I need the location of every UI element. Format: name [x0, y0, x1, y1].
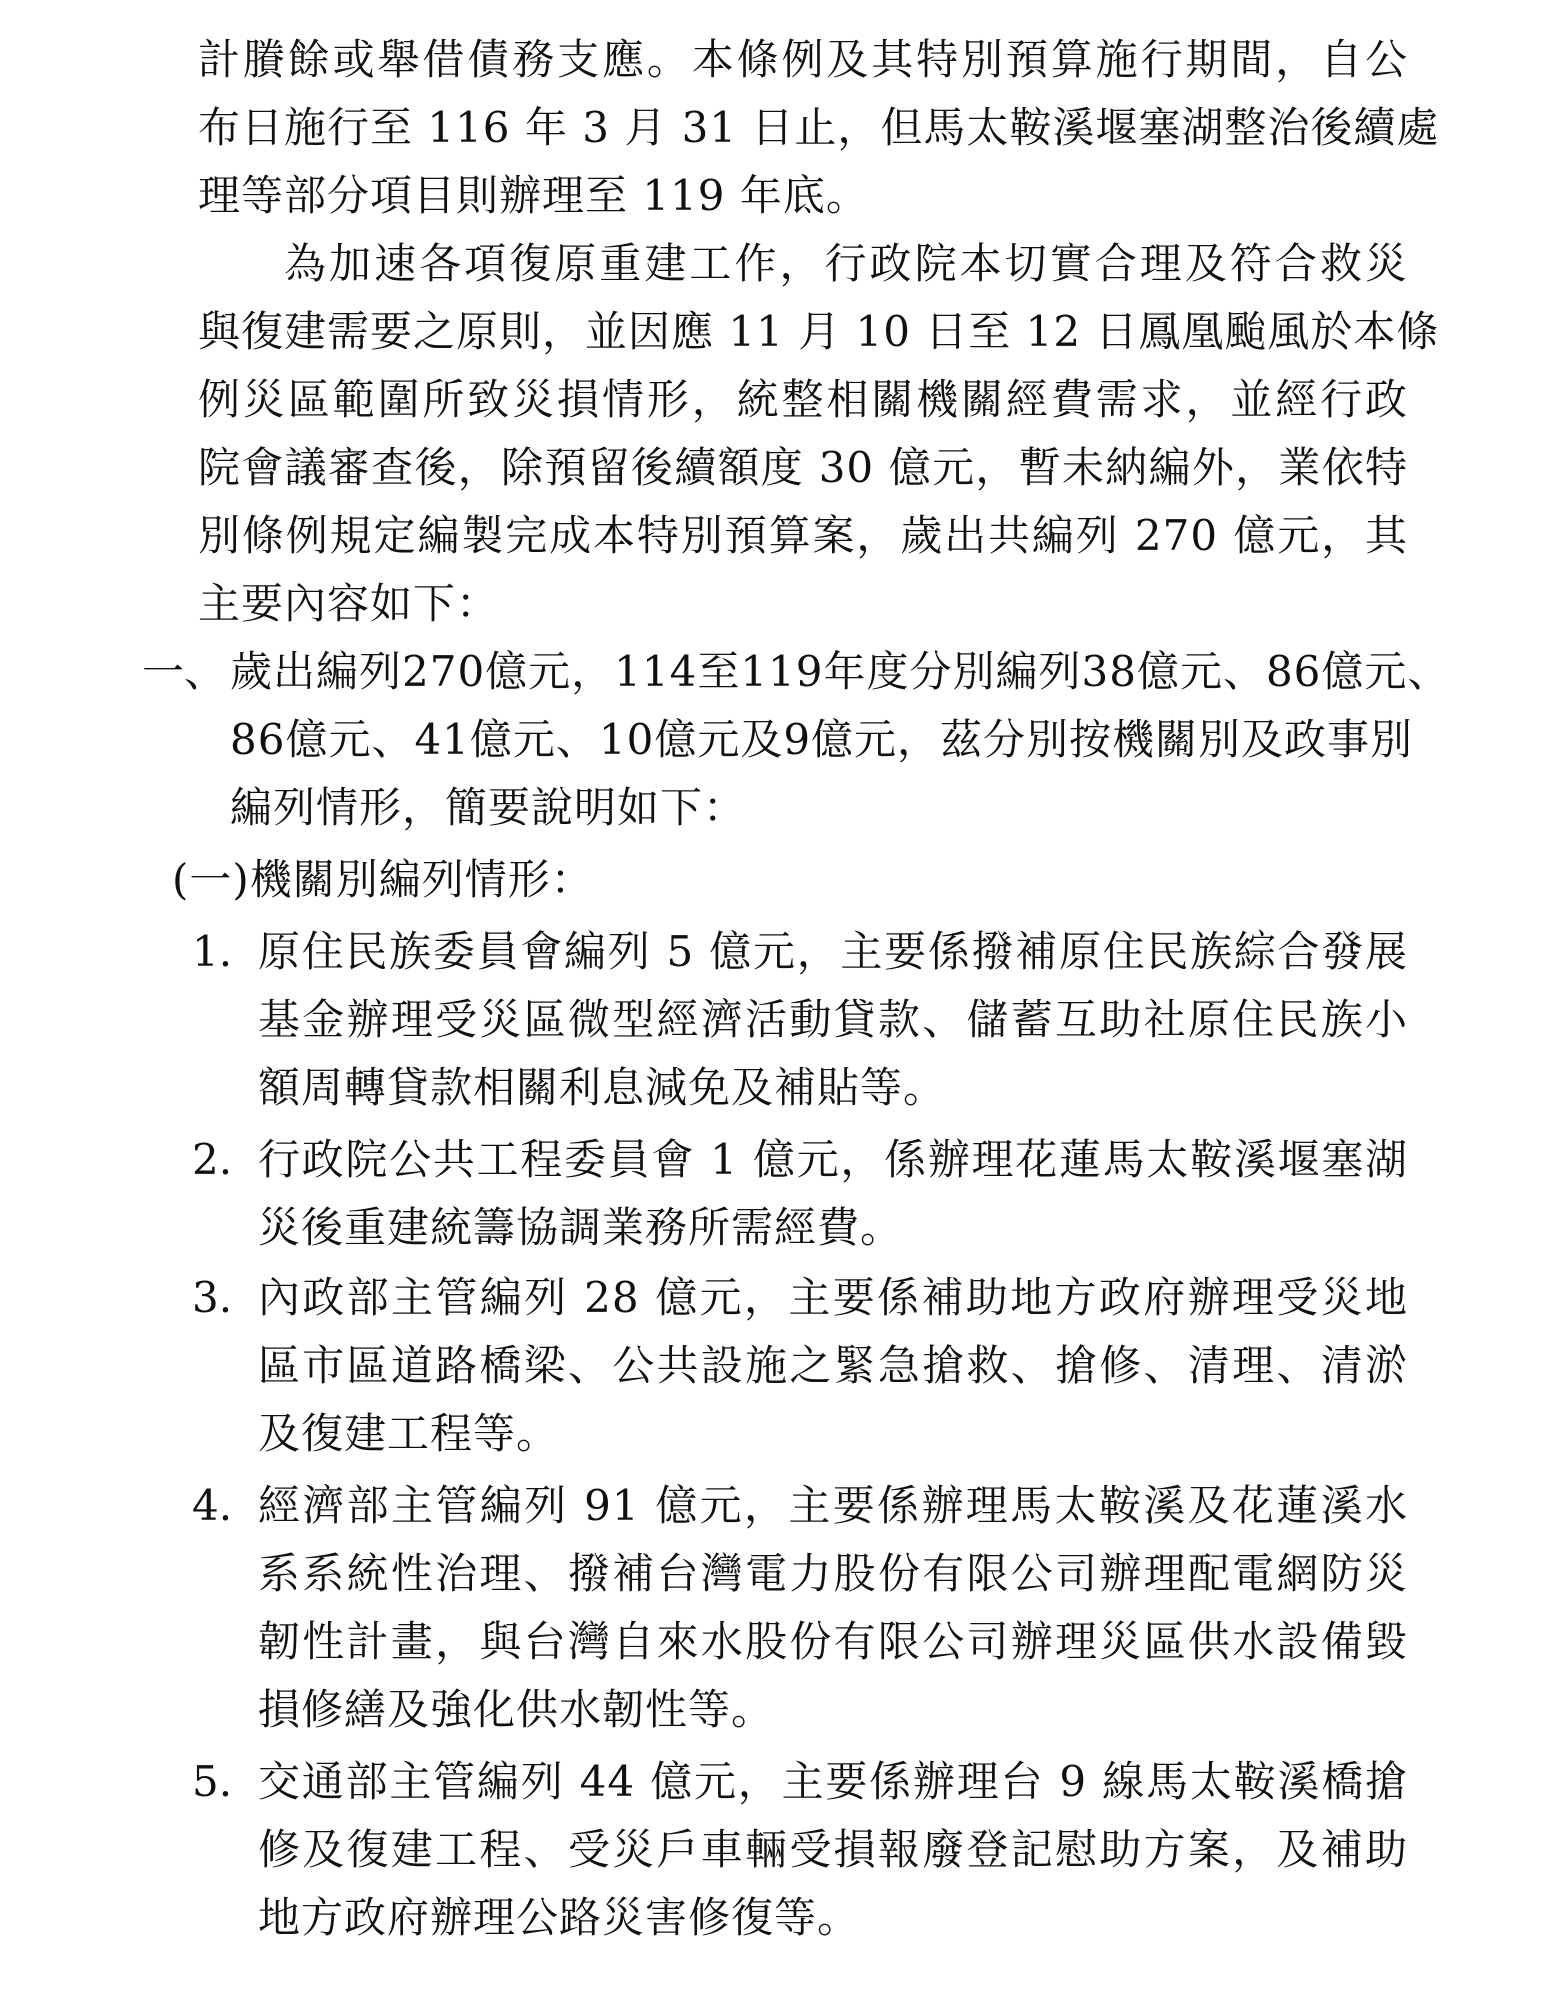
- text-line: 原住民族委員會編列 5 億元，主要係撥補原住民族綜合發展: [258, 927, 1408, 976]
- text-line: 編列情形，簡要說明如下：: [230, 783, 747, 832]
- text-line: 為加速各項復原重建工作，行政院本切實合理及符合救災: [284, 239, 1408, 288]
- text-line: 計賸餘或舉借債務支應。本條例及其特別預算施行期間，自公: [198, 35, 1408, 84]
- text-line: 院會議審查後，除預留後續額度 30 億元，暫未納編外，業依特: [198, 443, 1408, 492]
- text-line: 韌性計畫，與台灣自來水股份有限公司辦理災區供水設備毀: [258, 1617, 1408, 1666]
- text-line: 額周轉貸款相關利息減免及補貼等。: [258, 1063, 947, 1112]
- text-line: 經濟部主管編列 91 億元，主要係辦理馬太鞍溪及花蓮溪水: [258, 1481, 1408, 1530]
- text-line: 災後重建統籌協調業務所需經費。: [258, 1203, 904, 1252]
- item-number: 4.: [192, 1481, 233, 1530]
- text-line: 修及復建工程、受災戶車輛受損報廢登記慰助方案，及補助: [258, 1825, 1408, 1874]
- item-number: 1.: [192, 927, 233, 976]
- section-marker: 一、: [142, 647, 227, 696]
- text-line: 地方政府辦理公路災害修復等。: [258, 1893, 861, 1942]
- text-line: 損修繕及強化供水韌性等。: [258, 1685, 775, 1734]
- item-number: 5.: [192, 1757, 233, 1806]
- text-line: 區市區道路橋梁、公共設施之緊急搶救、搶修、清理、清淤: [258, 1341, 1408, 1390]
- text-line: 基金辦理受災區微型經濟活動貸款、儲蓄互助社原住民族小: [258, 995, 1408, 1044]
- text-line: 內政部主管編列 28 億元，主要係補助地方政府辦理受災地: [258, 1273, 1408, 1322]
- text-line: 交通部主管編列 44 億元，主要係辦理台 9 線馬太鞍溪橋搶: [258, 1757, 1408, 1806]
- text-line: 別條例規定編製完成本特別預算案，歲出共編列 270 億元，其: [198, 511, 1408, 560]
- text-line: 行政院公共工程委員會 1 億元，係辦理花蓮馬太鞍溪堰塞湖: [258, 1135, 1408, 1184]
- text-line: 布日施行至 116 年 3 月 31 日止，但馬太鞍溪堰塞湖整治後續處: [198, 103, 1440, 152]
- text-line: 主要內容如下：: [198, 579, 500, 628]
- text-line: 及復建工程等。: [258, 1409, 560, 1458]
- item-number: 3.: [192, 1273, 233, 1322]
- text-line: 系系統性治理、撥補台灣電力股份有限公司辦理配電網防災: [258, 1549, 1408, 1598]
- text-line: 86億元、41億元、10億元及9億元，茲分別按機關別及政事別: [230, 715, 1414, 764]
- item-number: 2.: [192, 1135, 233, 1184]
- text-line: 理等部分項目則辦理至 119 年底。: [198, 171, 869, 220]
- text-line: 歲出編列270億元，114至119年度分別編列38億元、86億元、: [230, 647, 1451, 696]
- text-line: 例災區範圍所致災損情形，統整相關機關經費需求，並經行政: [198, 375, 1408, 424]
- subsection-heading: (一)機關別編列情形：: [172, 855, 594, 904]
- text-line: 與復建需要之原則，並因應 11 月 10 日至 12 日鳳凰颱風於本條: [198, 307, 1440, 356]
